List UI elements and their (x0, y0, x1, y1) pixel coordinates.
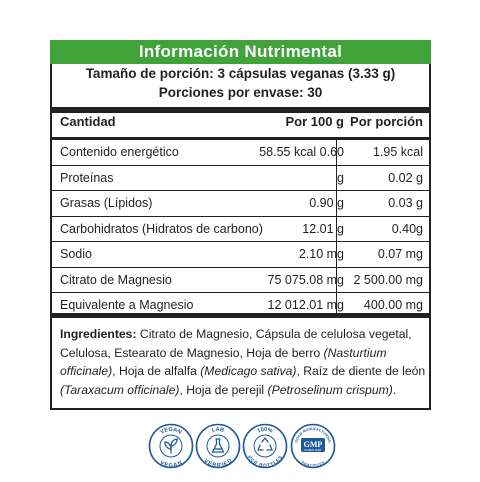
nutrient-name: Carbohidratos (Hidratos de carbono) (60, 221, 263, 236)
nutrient-name: Proteínas (60, 170, 114, 185)
nutrient-name: Equivalente a Magnesio (60, 298, 194, 312)
value-per-serving: 0.02 g (388, 170, 423, 185)
seal-top-text: LAB (211, 426, 225, 434)
ingredients-part: . (392, 382, 397, 397)
header-per-100g: Por 100 g (285, 114, 344, 129)
header-per-serving: Por porción (350, 114, 423, 129)
flask-icon (213, 439, 224, 452)
ingredients-part: , Hoja de perejil (179, 382, 268, 397)
table-header (52, 114, 429, 138)
nutrient-name: Grasas (Lípidos) (60, 196, 153, 210)
certification-seals (0, 423, 480, 473)
ingredients-divider (50, 313, 431, 318)
table-row (52, 268, 429, 294)
seal-top-text: 100% (256, 426, 274, 435)
value-per-serving: 2 500.00 mg (353, 272, 423, 287)
svg-text:VERIFIED (202, 458, 233, 469)
seal-bottom-text: VEGAN (158, 460, 184, 469)
svg-text:VEGAN (160, 427, 183, 436)
nutrient-name: Citrato de Magnesio (60, 272, 172, 287)
gmp-seal (290, 423, 336, 469)
svg-text:100% (257, 427, 274, 435)
latin-name: (Medicago sativa) (200, 364, 297, 378)
nutrition-table (52, 140, 429, 318)
latin-name: (Petroselinum crispum) (267, 382, 393, 397)
serving-size: Tamaño de porción: 3 cápsulas veganas (3.33 g) (85, 66, 396, 81)
svg-text:LAB (211, 427, 224, 434)
value-per-serving: 0.03 g (388, 196, 423, 210)
table-row (52, 217, 429, 243)
recycle-icon (258, 438, 272, 450)
header-nutrient: Cantidad (60, 114, 116, 129)
gmp-center-text: GMP (303, 440, 323, 449)
value-per-100g: 12.01 g (302, 221, 344, 236)
table-row (52, 166, 429, 192)
value-per-100g: 58.55 kcal 0.60 (259, 145, 344, 159)
ingredients-part: , Raíz de diente de león (296, 364, 426, 378)
value-per-100g: 2.10 mg (298, 247, 344, 261)
leaf-icon (165, 439, 177, 453)
svg-text:VEGAN (159, 460, 184, 469)
ingredients-part: , Hoja de alfalfa (112, 364, 201, 378)
ingredients-text (60, 325, 428, 399)
value-per-serving: 0.07 mg (377, 247, 423, 261)
value-per-100g: 12 012.01 mg (267, 298, 344, 312)
servings-per-container: Porciones por envase: 30 (158, 85, 323, 100)
latin-name: (Nasturtium officinale) (60, 345, 387, 378)
table-row (52, 191, 429, 217)
table-row (52, 140, 429, 166)
gmp-compliant-text: COMPLIANT (304, 448, 322, 452)
table-row (52, 242, 429, 268)
ingredients-label: Ingredientes: (60, 327, 137, 341)
value-per-100g: 0.90 g (309, 196, 344, 210)
value-per-serving: 1.95 kcal (372, 145, 423, 159)
header-divider-top (50, 107, 431, 113)
ingredients-part: Citrato de Magnesio, Cápsula de celulosa vegetal, Celulosa, Estearato de Magnesio, Hoja de berro (60, 327, 412, 360)
svg-text:PCR BOTTLES (246, 454, 285, 469)
lab-verified-seal (195, 423, 241, 469)
seal-bottom-text: PRACTICES (300, 460, 326, 469)
vegan-seal (148, 423, 194, 469)
seal-top-text: VEGAN (159, 426, 183, 436)
banner-title: Información Nutrimental (50, 40, 431, 64)
value-per-100g: g (337, 170, 344, 185)
value-per-serving: 400.00 mg (363, 298, 423, 312)
nutrient-name: Contenido energético (60, 145, 179, 159)
seal-top-text: GOOD MANUFACTURING (294, 426, 332, 444)
value-per-100g: 75 075.08 mg (267, 272, 344, 287)
value-per-serving: 0.40g (391, 221, 423, 236)
gmp-icon (301, 438, 325, 452)
seal-bottom-text: PCR BOTTLES (245, 455, 285, 469)
pcr-bottles-seal (242, 423, 288, 469)
latin-name: (Taraxacum officinale) (60, 382, 180, 397)
seal-bottom-text: VERIFIED (202, 458, 234, 469)
nutrient-name: Sodio (60, 247, 92, 261)
